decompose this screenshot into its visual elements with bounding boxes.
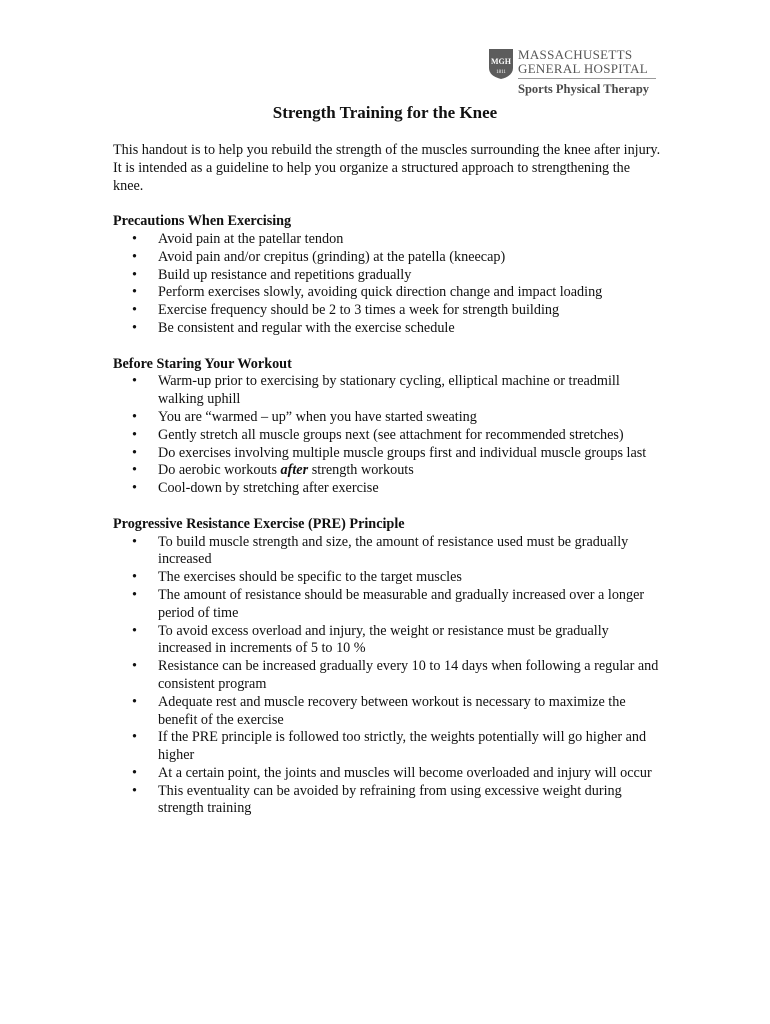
list-item	[113, 587, 663, 623]
mgh-shield-icon	[488, 48, 514, 80]
list-item	[113, 373, 663, 409]
list-item-text: Cool-down by stretching after exercise	[158, 480, 379, 497]
logo-department: Sports Physical Therapy	[518, 82, 650, 96]
document-body	[113, 142, 663, 836]
list-item-text: Exercise frequency should be 2 to 3 times a week for strength building	[158, 302, 560, 319]
list-item	[113, 480, 663, 498]
section-heading: Progressive Resistance Exercise (PRE) Principle	[113, 515, 405, 532]
list-item	[113, 729, 663, 765]
list-item	[113, 427, 663, 445]
bullet-list	[113, 534, 663, 819]
list-item-text: You are “warmed – up” when you have started sweating	[158, 408, 477, 425]
section-heading: Before Staring Your Workout	[113, 355, 292, 372]
list-item	[113, 267, 663, 285]
list-item-text: The exercises should be specific to the target muscles	[158, 569, 462, 586]
list-item	[113, 623, 663, 659]
bullet-icon: •	[132, 426, 137, 443]
list-item-text: Adequate rest and muscle recovery between workout is necessary to maximize the benefit of the exercise	[158, 693, 626, 728]
bullet-icon: •	[132, 782, 137, 799]
logo-line-1: MASSACHUSETTS	[518, 47, 633, 62]
list-item	[113, 569, 663, 587]
bullet-icon: •	[132, 319, 137, 336]
section-before-workout	[113, 356, 663, 498]
bullet-icon: •	[132, 569, 137, 586]
list-item	[113, 783, 663, 819]
shield-text-top: MGH	[491, 57, 511, 66]
list-item-text: Avoid pain and/or crepitus (grinding) at the patella (kneecap)	[158, 248, 506, 265]
list-item-text: Perform exercises slowly, avoiding quick direction change and impact loading	[158, 284, 603, 301]
bullet-icon: •	[132, 230, 137, 247]
bullet-icon: •	[132, 764, 137, 781]
bullet-icon: •	[132, 444, 137, 461]
list-item-text-before: Do aerobic workouts	[158, 462, 281, 479]
bullet-list	[113, 231, 663, 338]
list-item-text: To avoid excess overload and injury, the weight or resistance must be gradually increased in increments of 5 to 10 %	[158, 622, 609, 657]
list-item-text: This eventuality can be avoided by refraining from using excessive weight during strength training	[158, 782, 622, 817]
list-item	[113, 445, 663, 463]
list-item-text: To build muscle strength and size, the amount of resistance used must be gradually increased	[158, 533, 629, 568]
list-item	[113, 534, 663, 570]
list-item-text: If the PRE principle is followed too strictly, the weights potentially will go higher and higher	[158, 729, 647, 764]
list-item-text: At a certain point, the joints and muscles will become overloaded and injury will occur	[158, 764, 652, 781]
logo-line-2: GENERAL HOSPITAL	[518, 61, 649, 76]
list-item	[113, 765, 663, 783]
bullet-icon: •	[132, 533, 137, 550]
bullet-icon: •	[132, 658, 137, 675]
list-item-text-after: strength workouts	[308, 462, 414, 479]
list-item	[113, 320, 663, 338]
list-item	[113, 658, 663, 694]
bullet-icon: •	[132, 302, 137, 319]
section-pre-principle	[113, 516, 663, 819]
list-item	[113, 462, 663, 480]
list-item-text: The amount of resistance should be measurable and gradually increased over a longer period of time	[158, 586, 645, 621]
document-title: Strength Training for the Knee	[272, 103, 498, 122]
mgh-logo	[488, 45, 658, 100]
bullet-icon: •	[132, 462, 137, 479]
bullet-icon: •	[132, 729, 137, 746]
bullet-icon: •	[132, 248, 137, 265]
list-item	[113, 409, 663, 427]
list-item-text: Gently stretch all muscle groups next (see attachment for recommended stretches)	[158, 426, 624, 443]
section-heading: Precautions When Exercising	[113, 213, 292, 230]
bullet-icon: •	[132, 408, 137, 425]
bullet-icon: •	[132, 284, 137, 301]
list-item-text: Avoid pain at the patellar tendon	[158, 230, 344, 247]
bullet-icon: •	[132, 586, 137, 603]
shield-text-bottom: 1811	[496, 70, 506, 75]
intro-paragraph: This handout is to help you rebuild the strength of the muscles surrounding the knee after injury. It is intended as a guideline to help you organize a structured approach to strengthening the knee.	[113, 142, 661, 194]
logo-divider	[518, 78, 656, 79]
list-item-text: Build up resistance and repetitions gradually	[158, 266, 412, 283]
list-item-text: Resistance can be increased gradually every 10 to 14 days when following a regular and consistent program	[158, 658, 659, 692]
bullet-icon: •	[132, 480, 137, 497]
bullet-list	[113, 373, 663, 498]
list-item-text: Do exercises involving multiple muscle groups first and individual muscle groups last	[158, 444, 647, 461]
bullet-icon: •	[132, 693, 137, 710]
bullet-icon: •	[132, 373, 137, 390]
list-item-text: Be consistent and regular with the exercise schedule	[158, 319, 455, 336]
list-item	[113, 249, 663, 267]
list-item	[113, 302, 663, 320]
section-precautions	[113, 213, 663, 338]
list-item	[113, 694, 663, 730]
bullet-icon: •	[132, 266, 137, 283]
bullet-icon: •	[132, 622, 137, 639]
list-item-text: Warm-up prior to exercising by stationary cycling, elliptical machine or treadmill walking uphill	[158, 373, 620, 408]
emphasis-text: after	[280, 462, 309, 479]
list-item	[113, 231, 663, 249]
list-item	[113, 284, 663, 302]
